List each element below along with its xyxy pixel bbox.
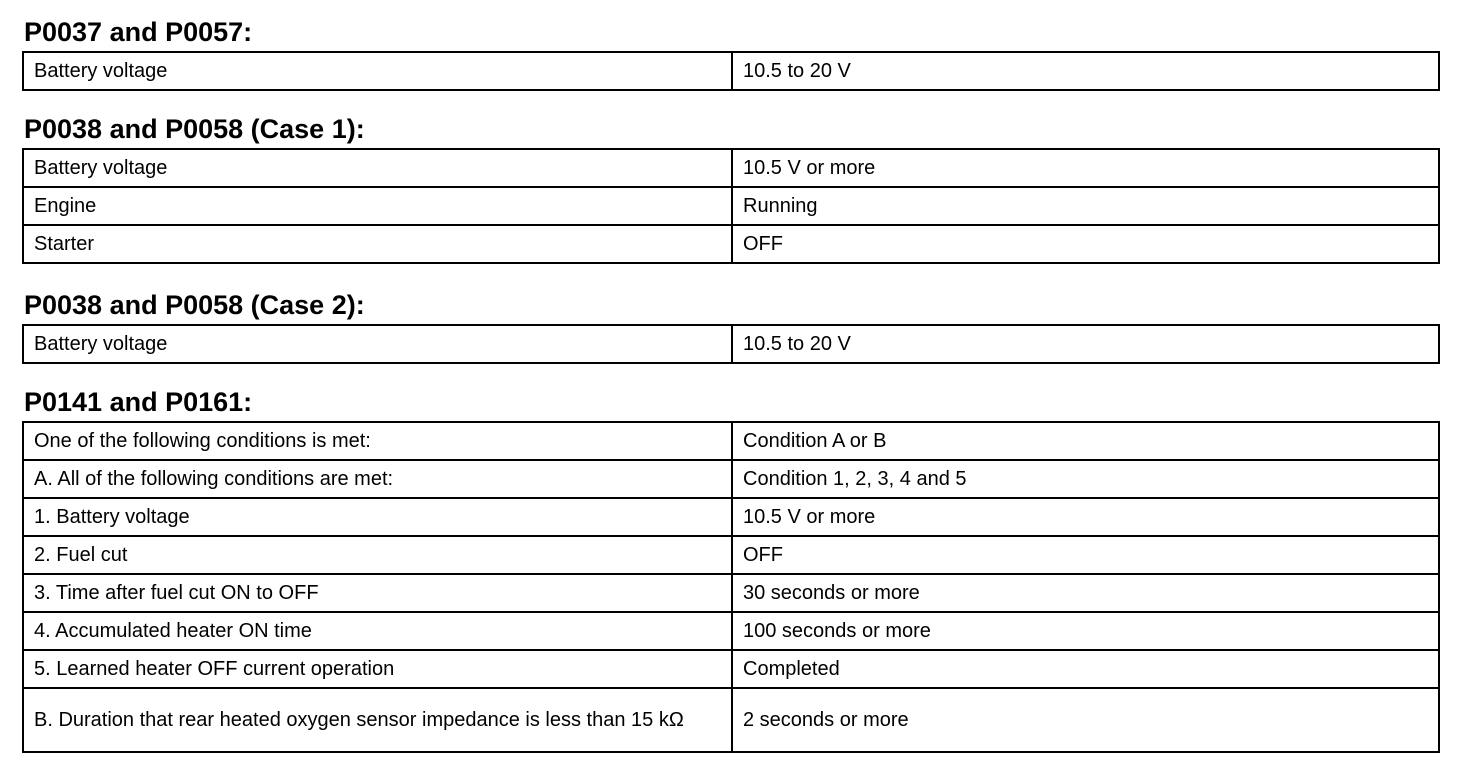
condition-item: Starter (23, 225, 732, 263)
section-heading: P0037 and P0057: (24, 17, 253, 47)
condition-item: 2. Fuel cut (23, 536, 732, 574)
table-row (23, 574, 1439, 612)
section-p0038-p0058-case2 (22, 290, 1440, 355)
condition-table (22, 51, 1440, 91)
condition-item: A. All of the following conditions are met: (23, 460, 732, 498)
condition-value: 10.5 V or more (732, 149, 1439, 187)
condition-value: 100 seconds or more (732, 612, 1439, 650)
table-row (23, 149, 1439, 187)
condition-item: 3. Time after fuel cut ON to OFF (23, 574, 732, 612)
condition-value: Running (732, 187, 1439, 225)
condition-item: Battery voltage (23, 52, 732, 90)
section-heading: P0038 and P0058 (Case 1): (24, 114, 365, 144)
condition-value: Completed (732, 650, 1439, 688)
condition-value: 10.5 V or more (732, 498, 1439, 536)
condition-value: OFF (732, 536, 1439, 574)
condition-value: OFF (732, 225, 1439, 263)
section-heading: P0038 and P0058 (Case 2): (24, 290, 365, 320)
condition-item: Battery voltage (23, 149, 732, 187)
table-row (23, 422, 1439, 460)
table-row (23, 688, 1439, 752)
table-row (23, 650, 1439, 688)
condition-item: 1. Battery voltage (23, 498, 732, 536)
condition-value: 10.5 to 20 V (732, 52, 1439, 90)
condition-item: One of the following conditions is met: (23, 422, 732, 460)
table-row (23, 460, 1439, 498)
condition-item: B. Duration that rear heated oxygen sensor impedance is less than 15 kΩ (23, 688, 732, 752)
condition-table (22, 421, 1440, 753)
table-row (23, 498, 1439, 536)
table-row (23, 325, 1439, 363)
condition-item: 5. Learned heater OFF current operation (23, 650, 732, 688)
condition-table (22, 324, 1440, 364)
section-heading: P0141 and P0161: (24, 387, 253, 417)
section-p0141-p0161 (22, 387, 1440, 731)
table-row (23, 612, 1439, 650)
condition-table (22, 148, 1440, 264)
condition-value: 2 seconds or more (732, 688, 1439, 752)
condition-item: Battery voltage (23, 325, 732, 363)
table-row (23, 536, 1439, 574)
condition-item: Engine (23, 187, 732, 225)
table-row (23, 225, 1439, 263)
section-p0038-p0058-case1 (22, 114, 1440, 255)
condition-item: 4. Accumulated heater ON time (23, 612, 732, 650)
condition-value: Condition 1, 2, 3, 4 and 5 (732, 460, 1439, 498)
condition-value: 30 seconds or more (732, 574, 1439, 612)
table-row (23, 187, 1439, 225)
condition-value: 10.5 to 20 V (732, 325, 1439, 363)
condition-value: Condition A or B (732, 422, 1439, 460)
table-row (23, 52, 1439, 90)
section-p0037-p0057 (22, 17, 1440, 82)
